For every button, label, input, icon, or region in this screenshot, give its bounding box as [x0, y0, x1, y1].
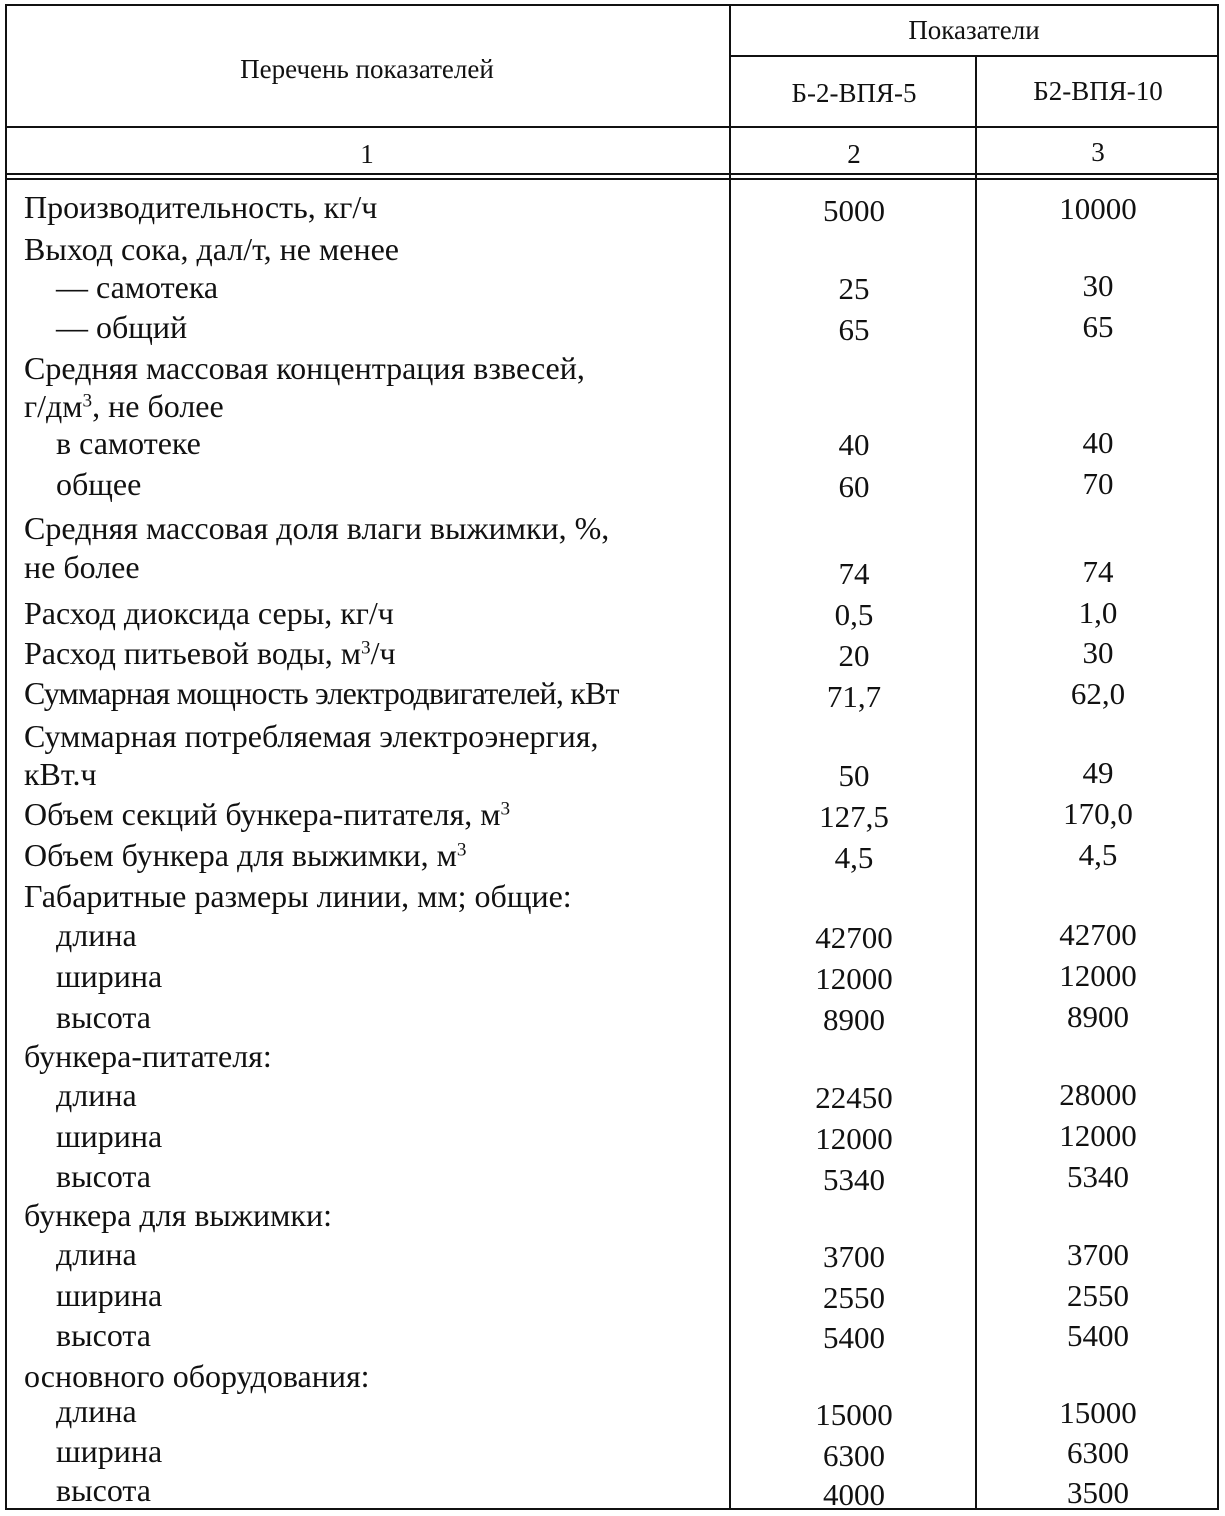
cell-col2: 25 — [838, 271, 870, 306]
cell-col2: 6300 — [823, 1438, 885, 1473]
label-overall-width: ширина — [56, 958, 163, 994]
cell-col2: 15000 — [815, 1397, 893, 1432]
label-feeder-length: длина — [56, 1077, 137, 1113]
cell-col3: 3700 — [1067, 1237, 1129, 1272]
label-productivity: Производительность, кг/ч — [24, 189, 378, 225]
cell-col2: 5400 — [823, 1320, 885, 1355]
cell-col2: 20 — [838, 638, 870, 673]
cell-col2: 50 — [838, 758, 870, 793]
label-feeder-width: ширина — [56, 1118, 163, 1154]
label-motor-power: Суммарная мощность электродвигателей, кВт — [24, 675, 619, 711]
cell-col2: 12000 — [815, 1121, 893, 1156]
label-total-suspended: общее — [56, 466, 142, 502]
cell-col2: 0,5 — [834, 597, 874, 632]
cell-col2: 127,5 — [819, 799, 889, 834]
label-feeder-volume: Объем секций бункера-питателя, $м^3$ — [24, 796, 511, 832]
cell-col2: 22450 — [815, 1080, 893, 1115]
label-suspended-concentration: Средняя массовая концентрация взвесей, — [24, 350, 585, 386]
cell-col3: 70 — [1082, 466, 1114, 501]
label-juice-yield: Выход сока, дал/т, не менее — [24, 231, 399, 267]
cell-col3: 8900 — [1067, 999, 1129, 1034]
label-pomace-moisture-limit: не более — [24, 549, 140, 585]
column-number-3: 3 — [1091, 137, 1105, 167]
cell-col3: 2550 — [1067, 1278, 1129, 1313]
cell-col2: 4000 — [823, 1477, 885, 1512]
cell-col2: 5000 — [823, 193, 885, 228]
label-free-run: — самотека — [56, 269, 219, 305]
cell-col3: 10000 — [1059, 191, 1137, 226]
label-energy-unit: кВт.ч — [24, 756, 97, 792]
cell-col3: 170,0 — [1063, 796, 1133, 831]
cell-col2: 71,7 — [826, 679, 882, 714]
cell-col2: 5340 — [823, 1162, 885, 1197]
cell-col3: 28000 — [1059, 1077, 1137, 1112]
cell-col3: 65 — [1082, 309, 1114, 344]
label-overall-length: длина — [56, 917, 137, 953]
cell-col2: 65 — [838, 312, 870, 347]
cell-col2: 40 — [838, 427, 870, 462]
cell-col3: 49 — [1082, 755, 1114, 790]
label-pomace-bunker-volume: Объем бункера для выжимки, $м^3$ — [24, 837, 467, 873]
header-col-b2vpya10: Б2-ВПЯ-10 — [1033, 76, 1163, 106]
header-list-title: Перечень показателей — [240, 54, 494, 84]
column-divider-1 — [729, 4, 731, 1510]
label-pomace-length: длина — [56, 1236, 137, 1272]
label-suspended-unit: $г/дм^3$, не более — [24, 388, 224, 424]
cell-col3: 4,5 — [1078, 837, 1118, 872]
label-sulfur-dioxide: Расход диоксида серы, кг/ч — [24, 595, 394, 631]
label-pomace-width: ширина — [56, 1277, 163, 1313]
label-drinking-water: Расход питьевой воды, $м^3/ч$ — [24, 635, 396, 671]
cell-col2: 60 — [838, 469, 870, 504]
cell-col3: 74 — [1082, 554, 1114, 589]
cell-col3: 30 — [1082, 268, 1114, 303]
label-pomace-height: высота — [56, 1317, 151, 1353]
label-equipment-height: высота — [56, 1472, 151, 1508]
label-pomace-bunker-section: бункера для выжимки: — [24, 1197, 332, 1233]
label-energy-consumption: Суммарная потребляемая электроэнергия, — [24, 718, 599, 754]
label-main-equipment-section: основного оборудования: — [24, 1358, 370, 1394]
label-total-yield: — общий — [56, 309, 188, 345]
cell-col2: 3700 — [823, 1239, 885, 1274]
header-group-title: Показатели — [908, 15, 1040, 45]
header-bottom-rule — [5, 126, 1219, 128]
cell-col2: 8900 — [823, 1002, 885, 1037]
number-row-rule-bottom — [5, 178, 1219, 180]
cell-col3: 12000 — [1059, 958, 1137, 993]
cell-col3: 15000 — [1059, 1395, 1137, 1430]
header-col-b2vpya5: Б-2-ВПЯ-5 — [791, 78, 917, 108]
label-pomace-moisture: Средняя массовая доля влаги выжимки, %, — [24, 510, 610, 546]
cell-col2: 12000 — [815, 961, 893, 996]
label-feeder-section: бункера-питателя: — [24, 1038, 272, 1074]
cell-col2: 4,5 — [834, 840, 874, 875]
number-row-rule-top — [5, 173, 1219, 175]
label-feeder-height: высота — [56, 1158, 151, 1194]
cell-col3: 30 — [1082, 635, 1114, 670]
cell-col3: 6300 — [1067, 1435, 1129, 1470]
cell-col3: 12000 — [1059, 1118, 1137, 1153]
cell-col3: 42700 — [1059, 917, 1137, 952]
label-equipment-length: длина — [56, 1393, 137, 1429]
label-equipment-width: ширина — [56, 1433, 163, 1469]
cell-col2: 2550 — [823, 1280, 885, 1315]
column-number-2: 2 — [847, 139, 861, 169]
label-overall-height: высота — [56, 999, 151, 1035]
label-in-free-run: в самотеке — [56, 425, 201, 461]
cell-col2: 42700 — [815, 920, 893, 955]
header-group-rule — [729, 55, 1219, 57]
cell-col3: 3500 — [1067, 1475, 1129, 1510]
cell-col3: 62,0 — [1070, 676, 1126, 711]
column-number-1: 1 — [360, 139, 374, 169]
cell-col3: 40 — [1082, 425, 1114, 460]
cell-col3: 1,0 — [1078, 595, 1118, 630]
cell-col3: 5340 — [1067, 1159, 1129, 1194]
label-overall-dimensions: Габаритные размеры линии, мм; общие: — [24, 878, 572, 914]
cell-col2: 74 — [838, 556, 870, 591]
cell-col3: 5400 — [1067, 1318, 1129, 1353]
